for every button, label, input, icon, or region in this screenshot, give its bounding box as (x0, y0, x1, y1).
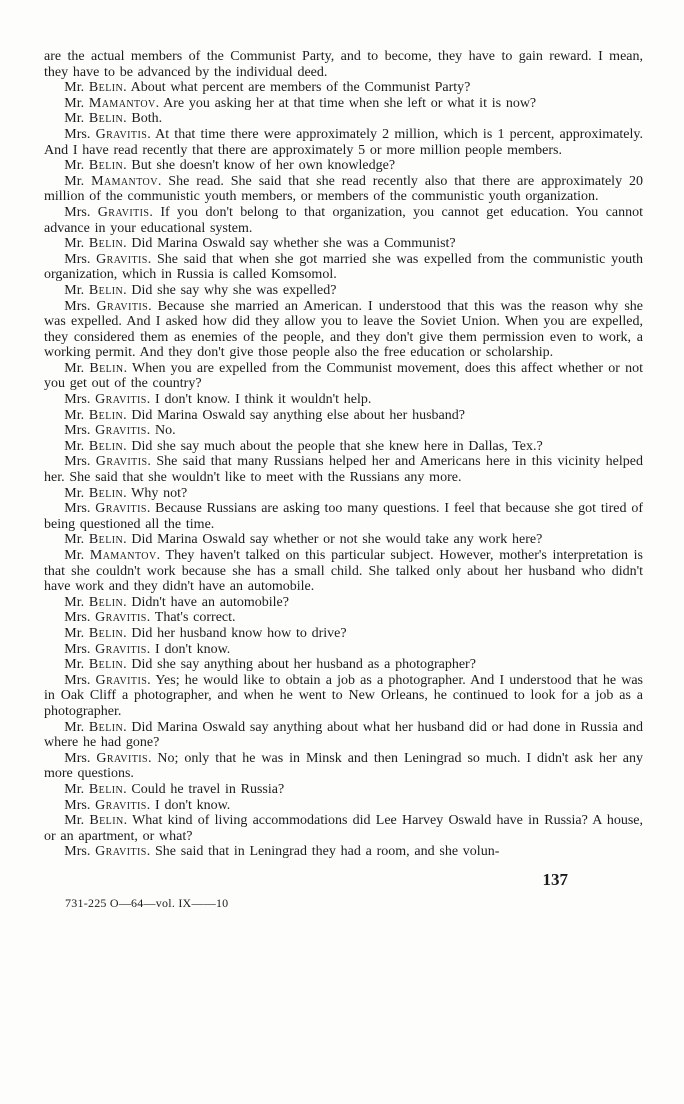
utterance-text: Could he travel in Russia? (131, 781, 285, 797)
utterance-text: Did Marina Oswald say anything about what her husband did or had done in Russia and where he had gone? (44, 719, 643, 751)
dialogue-paragraph (44, 844, 643, 860)
speaker-label: Mr. Belin. (64, 282, 127, 298)
utterance-text: Did Marina Oswald say anything else about her husband? (131, 407, 465, 423)
utterance-text: I don't know. (155, 641, 231, 657)
speaker-prefix: Mrs. (64, 454, 91, 470)
testimony-text-block (44, 49, 643, 860)
speaker-label: Mrs. Gravitis. (64, 610, 151, 626)
speaker-label: Mrs. Gravitis. (64, 423, 151, 439)
speaker-name: Gravitis (96, 298, 149, 314)
speaker-prefix: Mr. (64, 719, 85, 735)
utterance-text: Because she married an American. I understood that this was the reason why she was expelled. And I asked how did they allow you to leave the Soviet Union. When you are expelled, they considered them as enemies of the people, and they don't give them permission even to work, a working permit. And they don't give those people also the free education or scholarship. (44, 298, 644, 361)
speaker-label: Mr. Belin. (64, 438, 127, 454)
speaker-name: Mamantov (91, 173, 158, 189)
dialogue-paragraph (44, 174, 643, 205)
speaker-prefix: Mr. (64, 407, 85, 423)
speaker-label: Mrs. Gravitis. (64, 392, 151, 408)
speaker-label: Mr. Belin. (64, 158, 127, 174)
speaker-label: Mrs. Gravitis. (64, 126, 151, 142)
utterance-text: She said that many Russians helped her and Americans here in this vicinity helped her. She said that she wouldn't like to meet with the Russians any more. (44, 454, 643, 486)
dialogue-paragraph (44, 751, 643, 782)
speaker-prefix: Mrs. (64, 298, 91, 314)
speaker-prefix: Mrs. (64, 392, 91, 408)
utterance-text: Because Russians are asking too many questions. I feel that because she got tired of being questioned all the time. (44, 501, 643, 532)
speaker-prefix: Mrs. (64, 251, 91, 267)
speaker-prefix: Mr. (64, 548, 85, 563)
speaker-label: Mr. Belin. (64, 594, 127, 610)
utterance-text: Did Marina Oswald say whether she was a Communist? (131, 236, 456, 252)
speaker-name: Gravitis (97, 204, 150, 220)
speaker-prefix: Mrs. (64, 672, 91, 688)
speaker-label: Mrs. Gravitis. (64, 501, 151, 517)
speaker-prefix: Mr. (64, 438, 85, 454)
dialogue-paragraph (44, 454, 643, 485)
speaker-name: Belin (88, 158, 124, 174)
speaker-name: Belin (88, 532, 124, 548)
speaker-name: Belin (88, 781, 124, 797)
dialogue-paragraph (44, 548, 643, 595)
utterance-text: If you don't belong to that organization, you cannot get education. You cannot advance in your educational system. (44, 204, 644, 236)
speaker-name: Belin (88, 719, 124, 735)
speaker-name: Gravitis (95, 126, 148, 142)
speaker-label: Mr. Belin. (64, 236, 127, 252)
dialogue-paragraph (44, 782, 643, 798)
dialogue-paragraph (44, 158, 643, 174)
utterance-text: She said that when she got married she was expelled from the communistic youth organization, which in Russia is called Komsomol. (44, 251, 643, 283)
dialogue-paragraph (44, 501, 643, 532)
speaker-prefix: Mr. (64, 80, 85, 96)
utterance-text: At that time there were approximately 2 million, which is 1 percent, approximately. And I have read recently that there are approximately 5 or more million people members. (44, 126, 643, 158)
speaker-label: Mrs. Gravitis. (64, 641, 151, 657)
speaker-label: Mr. Belin. (64, 407, 127, 423)
utterance-text: She read. She said that she read recently also that there are approximately 20 million of the communistic youth members, or members of the communistic youth organization. (44, 173, 644, 205)
speaker-label: Mrs. Gravitis. (64, 844, 151, 860)
speaker-label: Mr. Belin. (64, 813, 128, 829)
speaker-prefix: Mr. (64, 813, 85, 829)
speaker-prefix: Mrs. (64, 610, 91, 626)
opening-continuation-paragraph: are the actual members of the Communist Party, and to become, they have to gain reward. I mean, they have to be advanced by the individual deed. (44, 49, 643, 80)
speaker-prefix: Mrs. (64, 501, 91, 517)
dialogue-paragraph (44, 205, 643, 236)
utterance-text: When you are expelled from the Communist movement, does this affect whether or not you get out of the country? (44, 360, 643, 392)
speaker-name: Gravitis (95, 392, 147, 408)
speaker-prefix: Mr. (64, 282, 85, 298)
speaker-prefix: Mr. (64, 594, 85, 610)
dialogue-paragraph (44, 236, 643, 252)
speaker-name: Gravitis (96, 750, 148, 766)
dialogue-paragraph (44, 798, 643, 814)
dialogue-list (44, 80, 643, 860)
dialogue-paragraph (44, 486, 643, 502)
speaker-label: Mrs. Gravitis. (64, 298, 152, 314)
utterance-text: I don't know. I think it wouldn't help. (155, 392, 372, 408)
dialogue-paragraph (44, 96, 643, 112)
speaker-label: Mrs. Gravitis. (64, 454, 151, 470)
utterance-text: Are you asking her at that time when she left or what it is now? (163, 95, 537, 111)
speaker-name: Gravitis (95, 641, 147, 657)
speaker-label: Mr. Mamantov. (64, 548, 161, 563)
speaker-name: Mamantov (89, 548, 157, 563)
utterance-text: About what percent are members of the Communist Party? (130, 80, 471, 96)
print-run-code: 731-225 O—64—vol. IX——10 (65, 895, 229, 910)
utterance-text: Did she say much about the people that she knew here in Dallas, Tex.? (131, 438, 543, 454)
speaker-prefix: Mr. (64, 485, 85, 501)
speaker-name: Belin (88, 282, 124, 298)
utterance-text: Did her husband know how to drive? (131, 625, 347, 641)
dialogue-paragraph (44, 673, 643, 720)
speaker-name: Gravitis (95, 672, 148, 688)
speaker-label: Mr. Belin. (64, 719, 127, 735)
speaker-prefix: Mr. (64, 95, 85, 111)
speaker-name: Belin (88, 625, 124, 641)
speaker-name: Belin (88, 594, 124, 610)
dialogue-paragraph (44, 299, 643, 361)
speaker-label: Mrs. Gravitis. (64, 797, 151, 813)
speaker-name: Gravitis (95, 423, 147, 439)
speaker-name: Belin (88, 657, 124, 673)
speaker-name: Belin (88, 80, 124, 96)
speaker-name: Belin (88, 485, 124, 501)
dialogue-paragraph (44, 595, 643, 611)
speaker-name: Gravitis (96, 251, 148, 267)
speaker-name: Belin (88, 407, 124, 423)
utterance-text: But she doesn't know of her own knowledge? (131, 158, 396, 174)
speaker-name: Belin (89, 360, 124, 376)
dialogue-paragraph (44, 361, 643, 392)
utterance-text: That's correct. (154, 610, 236, 626)
utterance-text: Did Marina Oswald say whether or not she would take any work here? (131, 532, 543, 548)
dialogue-paragraph (44, 626, 643, 642)
dialogue-paragraph (44, 408, 643, 424)
utterance-text: Didn't have an automobile? (131, 594, 289, 610)
speaker-prefix: Mrs. (64, 204, 91, 220)
utterance-text: Why not? (131, 485, 188, 501)
utterance-text: They haven't talked on this particular subject. However, mother's interpretation is that she couldn't work because she has a small child. She talked only about her husband who didn't have work and they didn't have an automobile. (44, 548, 643, 595)
speaker-name: Gravitis (95, 844, 147, 860)
speaker-name: Gravitis (95, 797, 147, 813)
speaker-prefix: Mrs. (64, 750, 91, 766)
speaker-prefix: Mrs. (64, 641, 91, 657)
utterance-text: Did she say why she was expelled? (131, 282, 337, 298)
speaker-label: Mrs. Gravitis. (64, 750, 152, 766)
dialogue-paragraph (44, 111, 643, 127)
dialogue-paragraph (44, 423, 643, 439)
dialogue-paragraph (44, 813, 643, 844)
speaker-prefix: Mrs. (64, 844, 91, 860)
utterance-text: No; only that he was in Minsk and then Leningrad so much. I didn't ask her any more questions. (44, 750, 643, 782)
speaker-label: Mr. Belin. (64, 360, 128, 376)
dialogue-paragraph (44, 127, 643, 158)
dialogue-paragraph (44, 80, 643, 96)
utterance-text: Yes; he would like to obtain a job as a photographer. And I understood that he was in Oak Cliff a photographer, and when he went to New Orleans, he continued to look for a job as a photographer. (44, 672, 643, 719)
speaker-label: Mrs. Gravitis. (64, 204, 153, 220)
speaker-name: Belin (88, 438, 124, 454)
speaker-label: Mr. Mamantov. (64, 173, 162, 189)
speaker-label: Mr. Mamantov. (64, 95, 160, 111)
dialogue-paragraph (44, 532, 643, 548)
speaker-label: Mr. Belin. (64, 80, 127, 96)
dialogue-paragraph (44, 657, 643, 673)
dialogue-paragraph (44, 720, 643, 751)
speaker-name: Mamantov (88, 95, 156, 111)
page-number: 137 (542, 869, 568, 889)
dialogue-paragraph (44, 392, 643, 408)
speaker-name: Belin (88, 236, 124, 252)
utterance-text: No. (155, 423, 176, 439)
speaker-prefix: Mrs. (64, 797, 91, 813)
speaker-prefix: Mr. (64, 781, 85, 797)
speaker-prefix: Mr. (64, 111, 85, 127)
speaker-label: Mrs. Gravitis. (64, 251, 152, 267)
speaker-label: Mr. Belin. (64, 657, 127, 673)
dialogue-paragraph (44, 283, 643, 299)
speaker-prefix: Mr. (64, 173, 85, 189)
speaker-label: Mr. Belin. (64, 532, 127, 548)
speaker-label: Mr. Belin. (64, 111, 127, 127)
speaker-prefix: Mr. (64, 158, 85, 174)
speaker-name: Belin (88, 111, 124, 127)
speaker-label: Mr. Belin. (64, 625, 127, 641)
speaker-prefix: Mr. (64, 657, 85, 673)
utterance-text: I don't know. (155, 797, 231, 813)
utterance-text: Did she say anything about her husband as a photographer? (131, 657, 476, 673)
speaker-prefix: Mr. (64, 360, 85, 376)
speaker-label: Mr. Belin. (64, 485, 127, 501)
speaker-prefix: Mr. (64, 625, 85, 641)
speaker-label: Mrs. Gravitis. (64, 672, 151, 688)
utterance-text: What kind of living accommodations did Lee Harvey Oswald have in Russia? A house, or an apartment, or what? (44, 813, 643, 844)
dialogue-paragraph (44, 439, 643, 455)
speaker-label: Mr. Belin. (64, 781, 127, 797)
speaker-prefix: Mr. (64, 532, 85, 548)
utterance-text: She said that in Leningrad they had a room, and she volun- (155, 844, 500, 860)
speaker-name: Gravitis (95, 501, 147, 517)
dialogue-paragraph (44, 610, 643, 626)
dialogue-paragraph (44, 252, 643, 283)
speaker-prefix: Mrs. (64, 423, 91, 439)
speaker-name: Gravitis (95, 454, 148, 470)
speaker-name: Gravitis (95, 610, 147, 626)
speaker-name: Belin (89, 813, 124, 829)
utterance-text: Both. (131, 111, 163, 127)
speaker-prefix: Mrs. (64, 126, 91, 142)
speaker-prefix: Mr. (64, 236, 85, 252)
dialogue-paragraph (44, 642, 643, 658)
